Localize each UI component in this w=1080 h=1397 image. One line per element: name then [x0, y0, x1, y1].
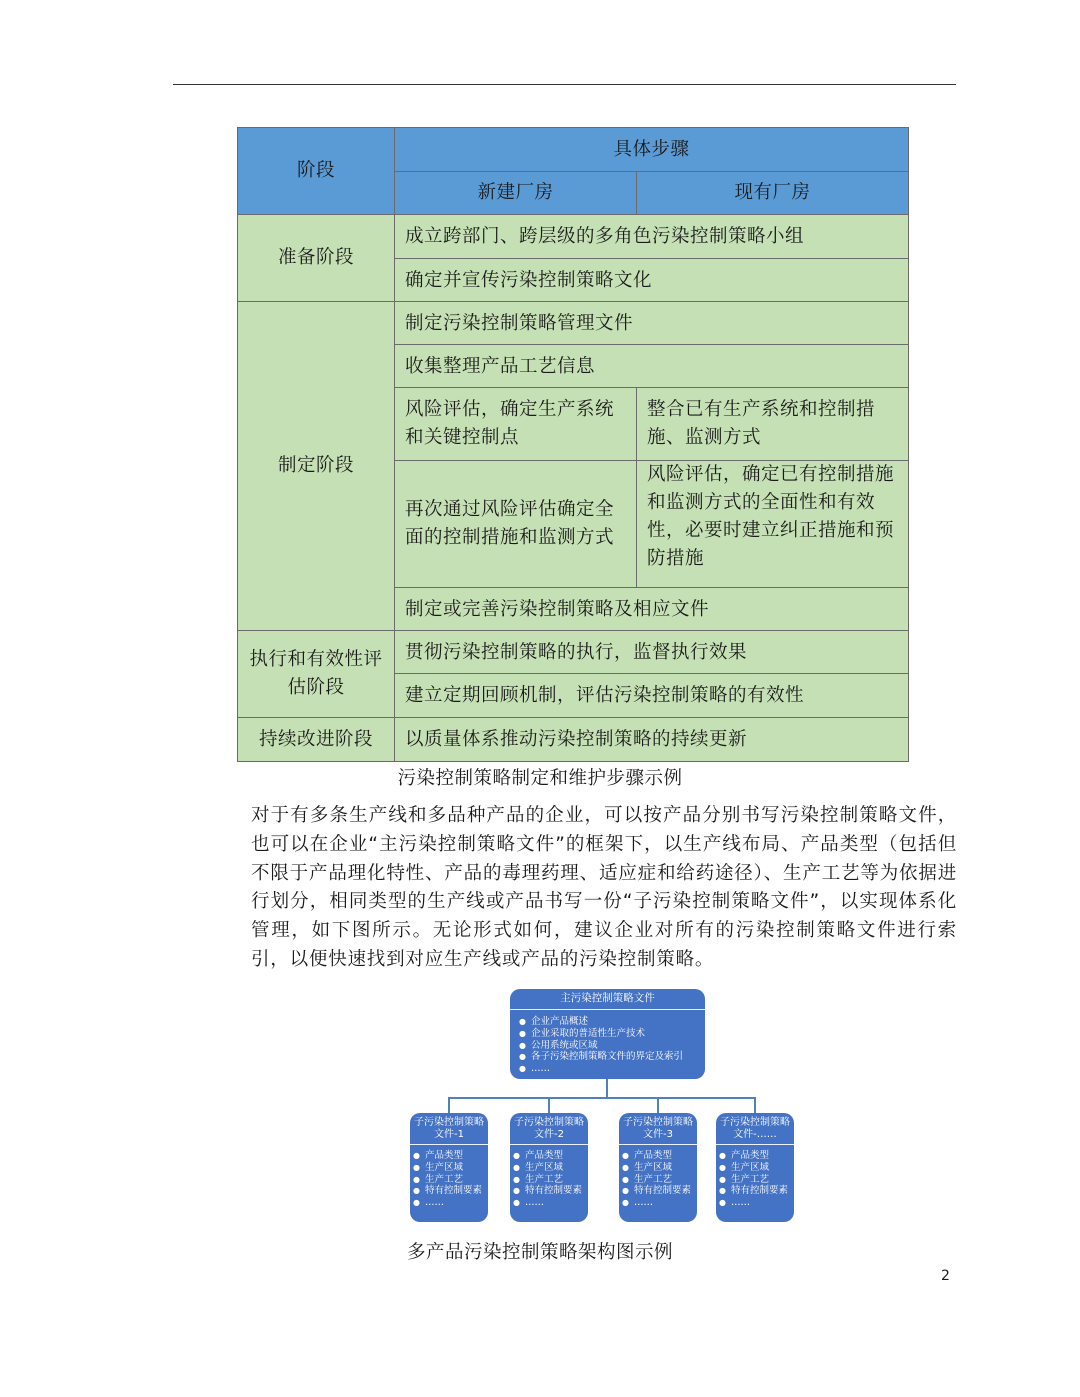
stage-formulate: 制定阶段	[237, 301, 395, 631]
list-item: ● 生产工艺	[511, 1174, 588, 1186]
body-paragraph: 对于有多条生产线和多品种产品的企业，可以按产品分别书写污染控制策略文件，也可以在企业“主污染控制策略文件”的框架下，以生产线布局、产品类型（包括但不限于产品理化特性、产品的毒理药理、适应症和给药途径）、生产工艺等为依据进行划分，相同类型的生产线或产品书写一份“子污染控制策略文件”，以实现体系化管理，如下图所示。无论形式如何，建议企业对所有的污染控制策略文件进行索引，以便快速找到对应生产线或产品的污染控制策略。	[251, 805, 957, 970]
list-item: ● 特有控制要素	[717, 1185, 794, 1197]
connector-branch-2	[548, 1097, 550, 1113]
list-item: ● 产品类型	[717, 1150, 794, 1162]
table-caption: 污染控制策略制定和维护步骤示例	[397, 768, 683, 789]
sub-box-title-line-2: 文件-3	[643, 1129, 673, 1140]
connector-branch-4	[754, 1097, 756, 1113]
list-item: ● 生产区域	[511, 1162, 588, 1174]
connector-branch-1	[448, 1097, 450, 1113]
step-form-3-new: 风险评估，确定生产系统和关键控制点	[394, 387, 637, 461]
sub-box-title-line-2: 文件-2	[534, 1129, 564, 1140]
sub-box-list	[716, 1150, 794, 1209]
step-form-4-new	[394, 460, 637, 588]
list-item: ● 生产工艺	[411, 1174, 488, 1186]
list-item: ● 生产区域	[620, 1162, 697, 1174]
connector-branch-3	[657, 1097, 659, 1113]
header-steps: 具体步骤	[394, 127, 909, 172]
main-box-divider	[510, 1009, 705, 1010]
stage-improve: 持续改进阶段	[237, 717, 395, 762]
sub-box-divider	[510, 1144, 588, 1145]
header-stage: 阶段	[237, 127, 395, 215]
list-item: ● 生产区域	[411, 1162, 488, 1174]
stage-execute: 执行和有效性评估阶段	[237, 630, 395, 718]
page-number: 2	[941, 1268, 950, 1284]
list-item: ● 特有控制要素	[620, 1185, 697, 1197]
step-improve-1: 以质量体系推动污染控制策略的持续更新	[394, 717, 909, 762]
list-item: ● 企业产品概述	[517, 1016, 705, 1028]
steps-table	[237, 127, 909, 762]
main-strategy-box	[510, 989, 705, 1079]
step-exec-2: 建立定期回顾机制，评估污染控制策略的有效性	[394, 673, 909, 718]
sub-box-list	[510, 1150, 588, 1209]
sub-strategy-box-1	[410, 1113, 488, 1222]
list-item: ● ……	[717, 1197, 794, 1209]
sub-box-title-line-1: 子污染控制策略	[414, 1117, 484, 1128]
sub-strategy-box-3	[619, 1113, 697, 1222]
main-box-title: 主污染控制策略文件	[560, 992, 655, 1004]
sub-box-divider	[716, 1144, 794, 1145]
main-box-list	[510, 1016, 705, 1075]
list-item: ● ……	[517, 1063, 705, 1075]
list-item: ● 产品类型	[411, 1150, 488, 1162]
step-form-4-new-text: 再次通过风险评估确定全面的控制措施和监测方式	[405, 499, 615, 548]
list-item: ● ……	[511, 1197, 588, 1209]
list-item: ● ……	[411, 1197, 488, 1209]
sub-box-title-line-2: 文件-1	[434, 1129, 464, 1140]
sub-box-list	[410, 1150, 488, 1209]
list-item: ● 企业采取的普适性生产技术	[517, 1028, 705, 1040]
sub-box-list	[619, 1150, 697, 1209]
list-item: ● 生产工艺	[620, 1174, 697, 1186]
header-rule	[173, 84, 956, 85]
list-item: ● 公用系统或区域	[517, 1040, 705, 1052]
sub-box-title-line-2: 文件-……	[733, 1129, 777, 1140]
sub-box-divider	[619, 1144, 697, 1145]
step-form-2: 收集整理产品工艺信息	[394, 344, 909, 388]
list-item: ● 特有控制要素	[411, 1185, 488, 1197]
list-item: ● 各子污染控制策略文件的界定及索引	[517, 1051, 705, 1063]
list-item: ● 产品类型	[620, 1150, 697, 1162]
sub-strategy-box-2	[510, 1113, 588, 1222]
sub-box-title-line-1: 子污染控制策略	[623, 1117, 693, 1128]
stage-prep: 准备阶段	[237, 214, 395, 302]
sub-box-divider	[410, 1144, 488, 1145]
list-item: ● ……	[620, 1197, 697, 1209]
step-exec-1: 贯彻污染控制策略的执行，监督执行效果	[394, 630, 909, 674]
step-prep-2: 确定并宣传污染控制策略文化	[394, 258, 909, 302]
diagram-caption: 多产品污染控制策略架构图示例	[406, 1242, 673, 1263]
list-item: ● 生产工艺	[717, 1174, 794, 1186]
step-form-5: 制定或完善污染控制策略及相应文件	[394, 587, 909, 631]
list-item: ● 生产区域	[717, 1162, 794, 1174]
header-new-plant: 新建厂房	[394, 171, 637, 215]
sub-box-title-line-1: 子污染控制策略	[514, 1117, 584, 1128]
connector-bar	[448, 1097, 755, 1099]
list-item: ● 特有控制要素	[511, 1185, 588, 1197]
step-form-4-existing: 风险评估，确定已有控制措施和监测方式的全面性和有效性，必要时建立纠正措施和预防措施	[636, 460, 909, 588]
step-form-1: 制定污染控制策略管理文件	[394, 301, 909, 345]
header-existing-plant: 现有厂房	[636, 171, 909, 215]
sub-strategy-box-4	[716, 1113, 794, 1222]
step-prep-1: 成立跨部门、跨层级的多角色污染控制策略小组	[394, 214, 909, 259]
connector-trunk	[606, 1079, 608, 1098]
step-form-3-existing: 整合已有生产系统和控制措施、监测方式	[636, 387, 909, 461]
list-item: ● 产品类型	[511, 1150, 588, 1162]
sub-box-title-line-1: 子污染控制策略	[720, 1117, 790, 1128]
